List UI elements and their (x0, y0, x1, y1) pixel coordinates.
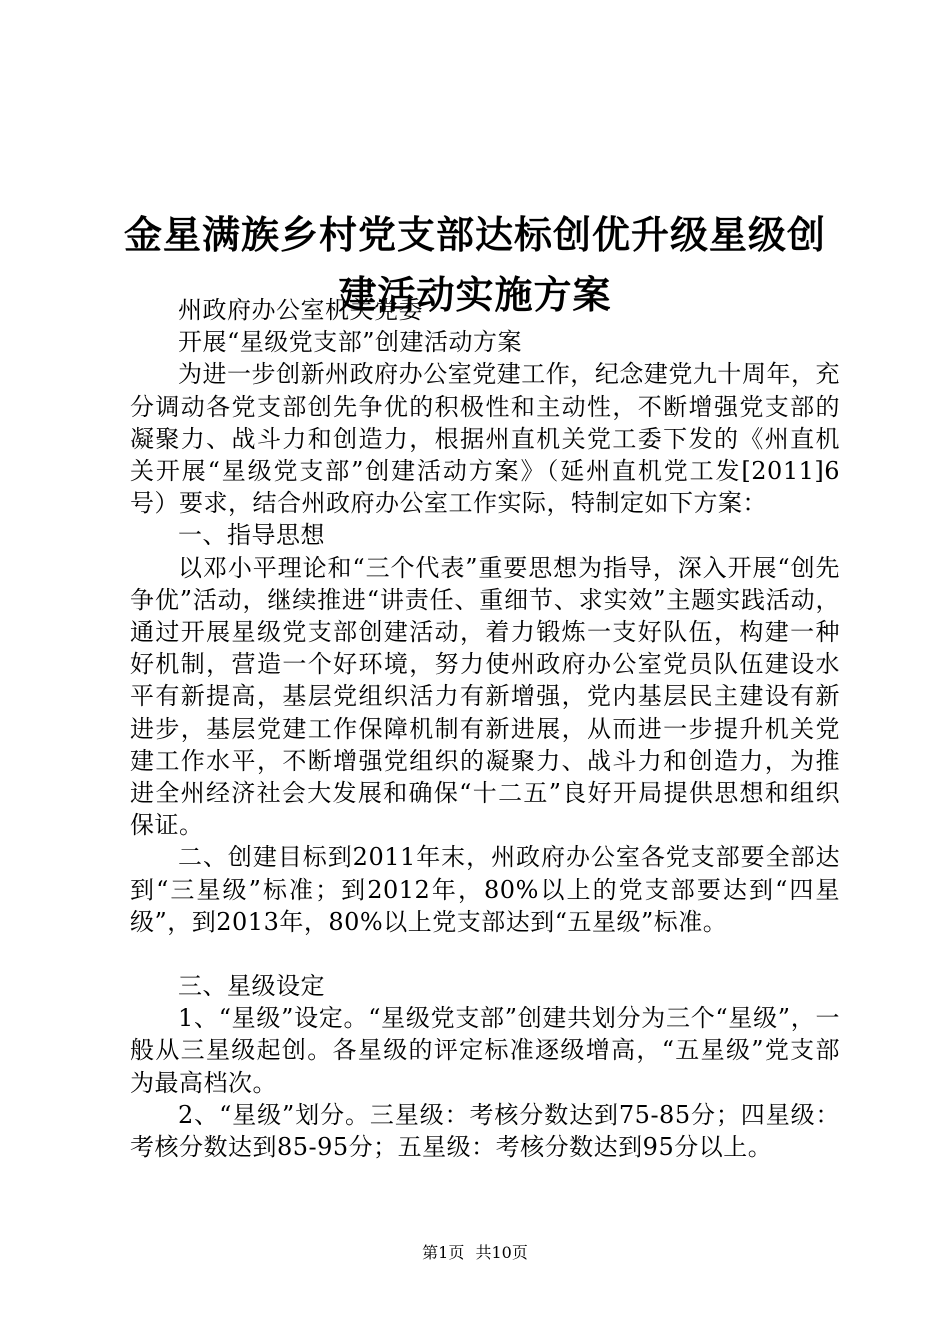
paragraph-guiding-ideology: 以邓小平理论和“三个代表”重要思想为指导，深入开展“创先争优”活动，继续推进“讲责任、重细节、求实效”主题实践活动，通过开展星级党支部创建活动，着力锻炼一支好队伍，构建一种好机制，营造一个好环境，努力使州政府办公室党员队伍建设水平有新提高，基层党组织活力有新增强，党内基层民主建设有新进步，基层党建工作保障机制有新进展，从而进一步提升机关党建工作水平，不断增强党组织的凝聚力、战斗力和创造力，为推进全州经济社会大发展和确保“十二五”良好开局提供思想和组织保证。 (130, 553, 840, 840)
paragraph-goals: 二、创建目标到2011年末，州政府办公室各党支部要全部达到“三星级”标准；到2012年，80%以上的党支部要达到“四星级”，到2013年，80%以上党支部达到“五星级”标准。 (130, 843, 840, 936)
paragraph-org: 州政府办公室机关党委 (178, 296, 423, 324)
paragraph-subtitle: 开展“星级党支部”创建活动方案 (178, 328, 523, 357)
heading-star-setting: 三、星级设定 (178, 972, 325, 1001)
paragraph-star-setting: 1、“星级”设定。“星级党支部”创建共划分为三个“星级”，一般从三星级起创。各星级的评定标准逐级增高，“五星级”党支部为最高档次。 (130, 1004, 840, 1097)
page-number: 第1页 (422, 1243, 465, 1262)
paragraph-star-division: 2、“星级”划分。三星级：考核分数达到75-85分；四星级：考核分数达到85-95分；五星级：考核分数达到95分以上。 (130, 1100, 840, 1162)
page-footer (0, 1243, 950, 1263)
document-title: 金星满族乡村党支部达标创优升级星级创建活动实施方案 (123, 212, 826, 318)
page-total: 共10页 (475, 1243, 528, 1262)
document-body (130, 294, 840, 1163)
heading-guiding-ideology: 一、指导思想 (178, 521, 325, 550)
paragraph-intro: 为进一步创新州政府办公室党建工作，纪念建党九十周年，充分调动各党支部创先争优的积极性和主动性，不断增强党支部的凝聚力、战斗力和创造力，根据州直机关党工委下发的《州直机关开展“星级党支部”创建活动方案》（延州直机党工发[2011]6号）要求，结合州政府办公室工作实际，特制定如下方案： (130, 360, 840, 518)
